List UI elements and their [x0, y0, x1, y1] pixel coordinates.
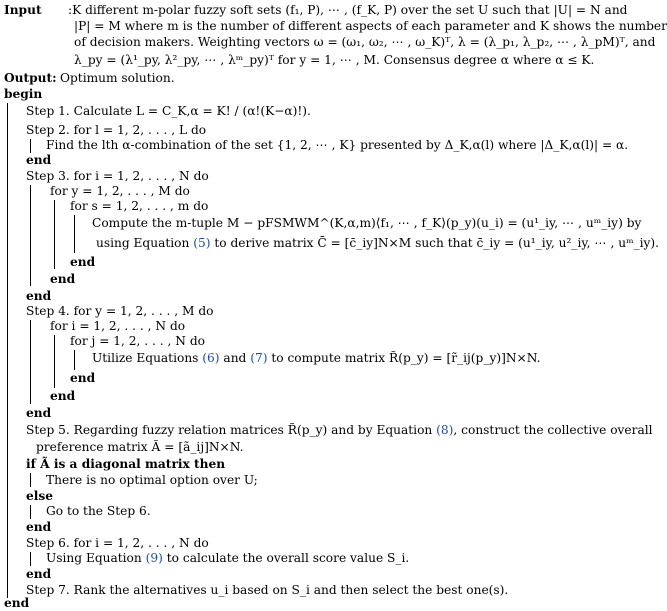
step-1: Step 1. Calculate L = C_K,α = K! / (α!(K−α)!).	[26, 104, 311, 118]
step-7: Step 7. Rank the alternatives u_i based on S_i and then select the best one(s).	[26, 583, 509, 597]
step-3-head: Step 3. for i = 1, 2, . . . , N do	[26, 169, 209, 183]
step-4-j-bar	[74, 350, 75, 370]
output-label: Output:	[4, 71, 57, 85]
step-3-end: end	[26, 289, 52, 303]
step-5-line-1: Step 5. Regarding fuzzy relation matrices R̃(p_y) and by Equation (8), construct the collective overall	[26, 423, 653, 437]
step-3-y-bar	[54, 200, 55, 269]
equation-8-link[interactable]: (8)	[436, 423, 454, 437]
equation-9-link[interactable]: (9)	[145, 551, 163, 565]
step-3-s-bar	[74, 215, 75, 253]
step-3-body-1: Compute the m-tuple M − pFSMWM^(K,α,m)⟨f₁, ⋯ , f_K⟩(p_y)(u_i) = (u¹_iy, ⋯ , uᵐ_iy) by	[92, 216, 642, 230]
step-2-body: Find the lth α-combination of the set {1, 2, ⋯ , K} presented by Δ_K,α(l) where |Δ_K,α(l)| = α.	[46, 138, 629, 152]
else-bar	[30, 505, 31, 519]
step-3-bar	[30, 185, 31, 286]
input-label: Input	[4, 3, 42, 17]
else-keyword: else	[26, 489, 53, 503]
equation-6-link[interactable]: (6)	[202, 351, 220, 365]
step-4-j-end: end	[70, 371, 96, 385]
if-body: There is no optimal option over U;	[46, 473, 258, 487]
end-keyword: end	[4, 596, 30, 610]
equation-5-link[interactable]: (5)	[193, 236, 211, 250]
step-4-i-bar	[54, 335, 55, 388]
else-body: Go to the Step 6.	[46, 504, 151, 518]
step-4-i-end: end	[50, 389, 76, 403]
main-block-bar	[7, 103, 8, 598]
if-bar	[30, 473, 31, 487]
step-5-line-2: preference matrix Ã = [ã_ij]N×N.	[36, 440, 244, 454]
input-line-4: λ_py = (λ¹_py, λ²_py, ⋯ , λᵐ_py)ᵀ for y = 1, ⋯ , M. Consensus degree α where α ≤ K.	[74, 53, 595, 67]
step-6-bar	[30, 552, 31, 566]
step-3-s-end: end	[70, 255, 96, 269]
if-head: if Ã is a diagonal matrix then	[26, 457, 226, 471]
begin-keyword: begin	[4, 87, 43, 101]
step-4-body: Utilize Equations (6) and (7) to compute matrix R̃(p_y) = [r̃_ij(p_y)]N×N.	[92, 351, 541, 365]
step-4-bar	[30, 320, 31, 404]
input-line-3: of decision makers. Weighting vectors ω = (ω₁, ω₂, ⋯ , ω_K)ᵀ, λ = (λ_p₁, λ_p₂, ⋯ , λ_pM)ᵀ, and	[74, 35, 656, 49]
step-2-bar	[30, 139, 31, 153]
step-4-end: end	[26, 406, 52, 420]
input-line-1: :K different m-polar fuzzy soft sets (f₁, P), ⋯ , (f_K, P) over the set U such that |U| = N and	[68, 3, 628, 17]
step-2-end: end	[26, 153, 52, 167]
step-4-head: Step 4. for y = 1, 2, . . . , M do	[26, 304, 214, 318]
step-2-head: Step 2. for l = 1, 2, . . . , L do	[26, 123, 207, 137]
input-line-2: |P| = M where m is the number of different aspects of each parameter and K shows the number	[74, 19, 667, 33]
step-4-for-j: for j = 1, 2, . . . , N do	[70, 334, 205, 348]
output-text: Optimum solution.	[60, 71, 175, 85]
step-6-head: Step 6. for i = 1, 2, . . . , N do	[26, 536, 209, 550]
equation-7-link[interactable]: (7)	[250, 351, 268, 365]
step-3-body-2: using Equation (5) to derive matrix C̄ = [c̄_iy]N×M such that c̄_iy = (u¹_iy, u²_iy, ⋯ , uᵐ_iy).	[96, 236, 660, 250]
step-4-for-i: for i = 1, 2, . . . , N do	[50, 319, 186, 333]
if-end: end	[26, 520, 52, 534]
step-3-for-y: for y = 1, 2, . . . , M do	[50, 184, 190, 198]
step-6-body: Using Equation (9) to calculate the overall score value S_i.	[46, 551, 410, 565]
step-3-y-end: end	[50, 272, 76, 286]
step-6-end: end	[26, 567, 52, 581]
step-3-for-s: for s = 1, 2, . . . , m do	[70, 199, 209, 213]
